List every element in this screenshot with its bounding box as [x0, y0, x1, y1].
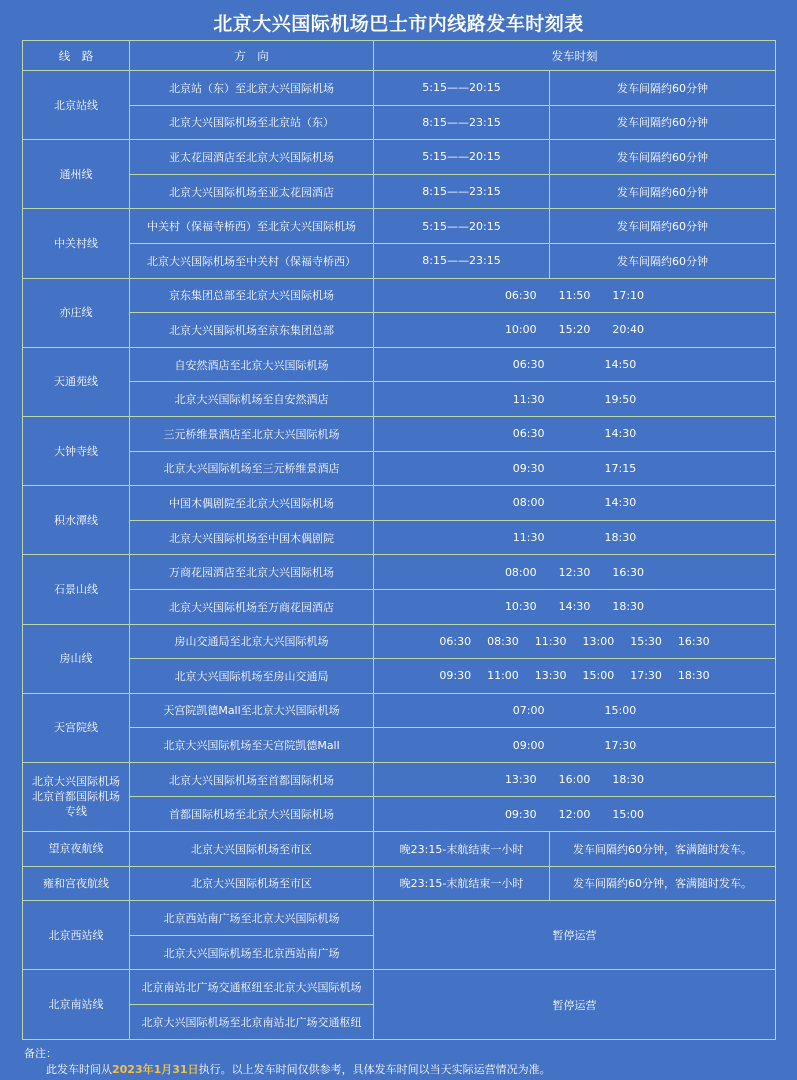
table-row: [23, 728, 776, 763]
departure-times-cell: [374, 659, 776, 694]
route-name: 石景山线: [23, 555, 130, 624]
table-row: [23, 762, 776, 797]
route-name: 大钟寺线: [23, 416, 130, 485]
departure-time: 15:00: [582, 669, 615, 683]
departure-time: 20:40: [612, 323, 645, 337]
departure-times-cell: [374, 589, 776, 624]
time-span-cell: 8:15——23:15: [374, 174, 550, 209]
page-title: 北京大兴国际机场巴士市内线路发车时刻表: [213, 13, 584, 35]
note-text: [46, 1061, 551, 1077]
direction-cell: 三元桥维景酒店至北京大兴国际机场: [130, 416, 374, 451]
departure-time: 14:30: [558, 600, 591, 614]
departure-time: 15:00: [612, 807, 645, 821]
table-row: [23, 832, 776, 867]
direction-cell: 北京大兴国际机场至市区: [130, 832, 374, 867]
interval-cell: 发车间隔约60分钟: [550, 174, 776, 209]
route-name: 中关村线: [23, 209, 130, 278]
route-name: 房山线: [23, 624, 130, 693]
departure-time: 13:30: [504, 773, 537, 787]
departure-time: 15:00: [604, 703, 637, 717]
departure-times-cell: [374, 555, 776, 590]
direction-cell: 北京大兴国际机场至房山交通局: [130, 659, 374, 694]
time-span-cell: 5:15——20:15: [374, 140, 550, 175]
direction-cell: 北京西站南广场至北京大兴国际机场: [130, 901, 374, 936]
header-line: 线 路: [23, 41, 130, 71]
departure-time: 08:00: [504, 565, 537, 579]
direction-cell: 北京大兴国际机场至中关村（保福寺桥西）: [130, 243, 374, 278]
time-span-cell: 5:15——20:15: [374, 209, 550, 244]
departure-time: 13:30: [534, 669, 567, 683]
departure-time: 06:30: [512, 358, 545, 372]
table-row: [23, 416, 776, 451]
schedule-body: [23, 71, 776, 1040]
route-name: 北京南站线: [23, 970, 130, 1039]
departure-times-cell: [374, 313, 776, 348]
table-row: [23, 278, 776, 313]
table-row: [23, 313, 776, 348]
departure-times-cell: [374, 486, 776, 521]
interval-cell: 发车间隔约60分钟，客满随时发车。: [550, 832, 776, 867]
header-times: 发车时刻: [374, 41, 776, 71]
time-span-cell: 5:15——20:15: [374, 71, 550, 106]
departure-time: 11:30: [534, 634, 567, 648]
interval-cell: 发车间隔约60分钟: [550, 71, 776, 106]
time-span-cell: 晚23:15-末航结束一小时: [374, 866, 550, 901]
table-row: [23, 555, 776, 590]
direction-cell: 北京大兴国际机场至市区: [130, 866, 374, 901]
direction-cell: 北京大兴国际机场至首都国际机场: [130, 762, 374, 797]
departure-time: 08:00: [512, 496, 545, 510]
route-name: 望京夜航线: [23, 832, 130, 867]
note-date: 2023年1月31日: [112, 1063, 199, 1076]
departure-time: 16:30: [612, 565, 645, 579]
departure-time: 09:30: [504, 807, 537, 821]
departure-times-cell: [374, 762, 776, 797]
departure-time: 16:30: [677, 634, 710, 648]
direction-cell: 北京大兴国际机场至中国木偶剧院: [130, 520, 374, 555]
table-row: [23, 451, 776, 486]
direction-cell: 亚太花园酒店至北京大兴国际机场: [130, 140, 374, 175]
interval-cell: 发车间隔约60分钟: [550, 140, 776, 175]
table-row: [23, 866, 776, 901]
direction-cell: 北京大兴国际机场至北京西站南广场: [130, 935, 374, 970]
departure-time: 17:30: [630, 669, 662, 683]
route-name: 天通苑线: [23, 347, 130, 416]
departure-time: 09:00: [512, 738, 545, 752]
route-name: 天宫院线: [23, 693, 130, 762]
departure-time: 12:00: [558, 807, 591, 821]
departure-time: 07:00: [512, 703, 545, 717]
table-row: [23, 243, 776, 278]
departure-time: 11:30: [512, 392, 545, 406]
departure-time: 15:20: [558, 323, 591, 337]
direction-cell: 北京大兴国际机场至京东集团总部: [130, 313, 374, 348]
departure-time: 14:30: [604, 496, 637, 510]
table-row: [23, 105, 776, 140]
table-row: [23, 520, 776, 555]
route-name-line: 北京首都国际机场: [32, 790, 120, 804]
departure-time: 17:30: [604, 738, 637, 752]
departure-time: 17:15: [604, 461, 637, 475]
direction-cell: 北京大兴国际机场至自安然酒店: [130, 382, 374, 417]
table-row: [23, 901, 776, 936]
departure-time: 11:30: [512, 531, 545, 545]
departure-times-cell: [374, 520, 776, 555]
direction-cell: 北京大兴国际机场至万商花园酒店: [130, 589, 374, 624]
status-cell: 暂停运营: [374, 970, 776, 1039]
table-row: [23, 486, 776, 521]
departure-time: 18:30: [604, 531, 637, 545]
departure-times-cell: [374, 624, 776, 659]
table-row: [23, 589, 776, 624]
note-prefix: 此发车时间从: [46, 1063, 112, 1076]
route-name: 雍和宫夜航线: [23, 866, 130, 901]
status-cell: 暂停运营: [374, 901, 776, 970]
departure-times-cell: [374, 797, 776, 832]
departure-time: 09:30: [439, 669, 472, 683]
departure-time: 18:30: [612, 600, 645, 614]
table-row: [23, 71, 776, 106]
table-row: [23, 693, 776, 728]
departure-time: 14:30: [604, 427, 637, 441]
departure-times-cell: [374, 416, 776, 451]
route-name-line: 北京大兴国际机场: [32, 775, 120, 789]
direction-cell: 北京大兴国际机场至三元桥维景酒店: [130, 451, 374, 486]
departure-time: 10:30: [504, 600, 537, 614]
departure-time: 11:00: [487, 669, 519, 683]
departure-time: 19:50: [604, 392, 637, 406]
table-row: [23, 209, 776, 244]
departure-time: 14:50: [604, 358, 637, 372]
direction-cell: 天宫院凯德Mall至北京大兴国际机场: [130, 693, 374, 728]
interval-cell: 发车间隔约60分钟: [550, 105, 776, 140]
departure-times-cell: [374, 693, 776, 728]
departure-time: 18:30: [677, 669, 710, 683]
departure-time: 06:30: [439, 634, 472, 648]
departure-time: 09:30: [512, 461, 545, 475]
header-direction: 方 向: [130, 41, 374, 71]
header-row: [23, 41, 776, 71]
direction-cell: 北京大兴国际机场至北京南站北广场交通枢纽: [130, 1005, 374, 1040]
departure-time: 06:30: [512, 427, 545, 441]
direction-cell: 中国木偶剧院至北京大兴国际机场: [130, 486, 374, 521]
route-name: 北京站线: [23, 71, 130, 140]
departure-time: 11:50: [558, 288, 591, 302]
direction-cell: 自安然酒店至北京大兴国际机场: [130, 347, 374, 382]
direction-cell: 万商花园酒店至北京大兴国际机场: [130, 555, 374, 590]
departure-times-cell: [374, 451, 776, 486]
direction-cell: 房山交通局至北京大兴国际机场: [130, 624, 374, 659]
direction-cell: 京东集团总部至北京大兴国际机场: [130, 278, 374, 313]
departure-time: 15:30: [630, 634, 662, 648]
departure-times-cell: [374, 728, 776, 763]
departure-time: 10:00: [504, 323, 537, 337]
table-row: [23, 624, 776, 659]
direction-cell: 中关村（保福寺桥西）至北京大兴国际机场: [130, 209, 374, 244]
interval-cell: 发车间隔约60分钟，客满随时发车。: [550, 866, 776, 901]
direction-cell: 首都国际机场至北京大兴国际机场: [130, 797, 374, 832]
interval-cell: 发车间隔约60分钟: [550, 243, 776, 278]
departure-times-cell: [374, 382, 776, 417]
table-row: [23, 140, 776, 175]
direction-cell: 北京南站北广场交通枢纽至北京大兴国际机场: [130, 970, 374, 1005]
route-name: 通州线: [23, 140, 130, 209]
time-span-cell: 8:15——23:15: [374, 243, 550, 278]
table-row: [23, 970, 776, 1005]
direction-cell: 北京大兴国际机场至天宫院凯德Mall: [130, 728, 374, 763]
departure-time: 12:30: [558, 565, 591, 579]
direction-cell: 北京站（东）至北京大兴国际机场: [130, 71, 374, 106]
table-row: [23, 382, 776, 417]
departure-times-cell: [374, 347, 776, 382]
departure-times-cell: [374, 278, 776, 313]
departure-time: 18:30: [612, 773, 645, 787]
route-name: [23, 762, 130, 831]
route-name: 亦庄线: [23, 278, 130, 347]
departure-time: 06:30: [504, 288, 537, 302]
route-name: 北京西站线: [23, 901, 130, 970]
departure-time: 17:10: [612, 288, 645, 302]
table-row: [23, 797, 776, 832]
departure-time: 16:00: [558, 773, 591, 787]
route-name: 积水潭线: [23, 486, 130, 555]
note-label: 备注：: [24, 1047, 57, 1060]
interval-cell: 发车间隔约60分钟: [550, 209, 776, 244]
time-span-cell: 晚23:15-末航结束一小时: [374, 832, 550, 867]
direction-cell: 北京大兴国际机场至北京站（东）: [130, 105, 374, 140]
departure-time: 13:00: [582, 634, 615, 648]
table-row: [23, 659, 776, 694]
schedule-table: [22, 40, 776, 1040]
note-suffix: 执行。以上发车时间仅供参考，具体发车时间以当天实际运营情况为准。: [198, 1063, 551, 1076]
table-row: [23, 347, 776, 382]
table-row: [23, 174, 776, 209]
route-name-line: 专线: [65, 805, 87, 819]
direction-cell: 北京大兴国际机场至亚太花园酒店: [130, 174, 374, 209]
time-span-cell: 8:15——23:15: [374, 105, 550, 140]
departure-time: 08:30: [487, 634, 519, 648]
